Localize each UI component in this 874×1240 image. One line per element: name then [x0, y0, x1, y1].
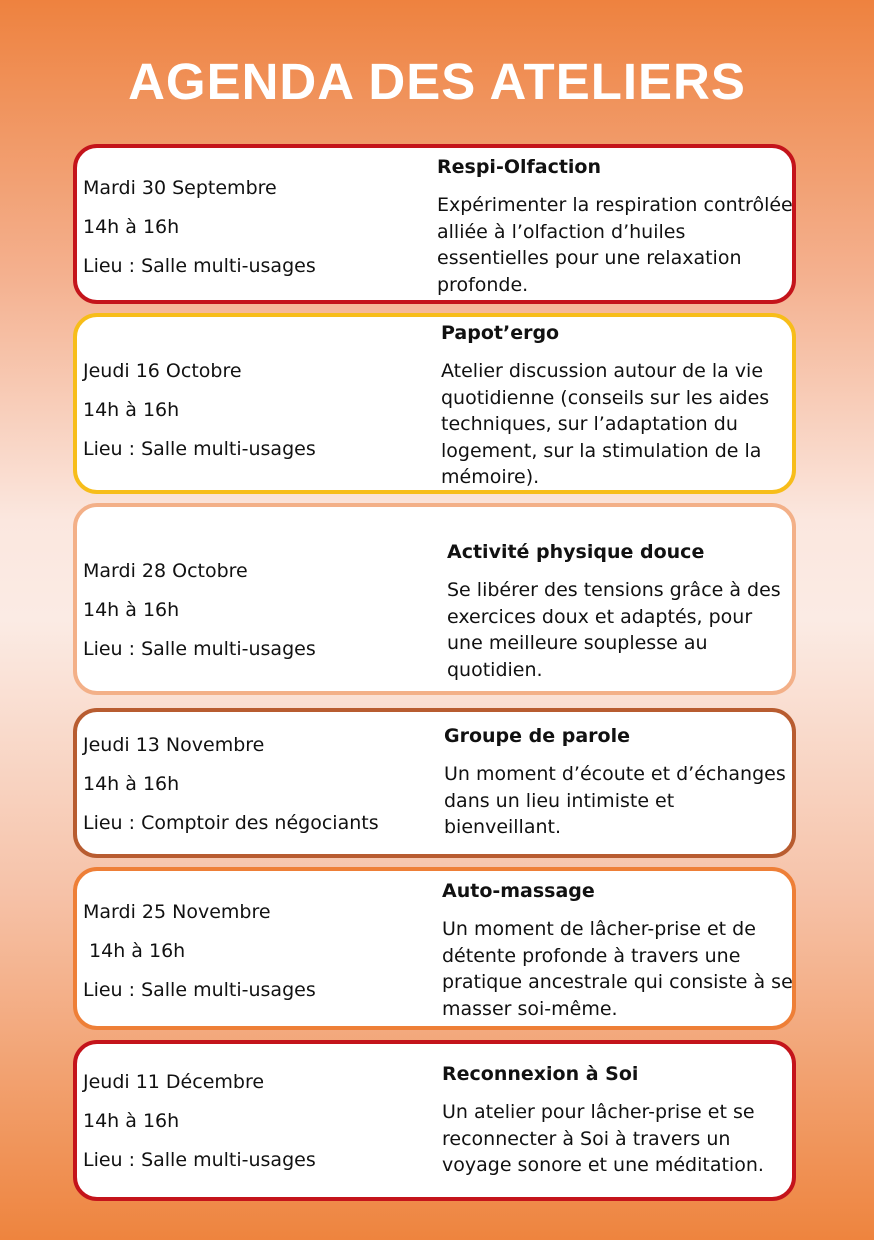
workshop-date: Mardi 25 Novembre	[83, 901, 271, 923]
workshop-time: 14h à 16h	[83, 1110, 180, 1132]
workshop-location: Lieu : Salle multi-usages	[83, 979, 316, 1001]
workshop-title: Respi-Olfaction	[437, 156, 602, 178]
workshop-time: 14h à 16h	[83, 773, 180, 795]
workshop-time: 14h à 16h	[83, 216, 180, 238]
workshop-card-groupe-de-parole	[73, 708, 796, 858]
workshop-title: Papot’ergo	[441, 322, 560, 344]
workshop-description: Atelier discussion autour de la vie quotidienne (conseils sur les aides techniques, sur l’adaptation du logement, sur la stimulation de la mémoire).	[441, 360, 770, 488]
workshop-title: Reconnexion à Soi	[442, 1063, 639, 1085]
workshop-time: 14h à 16h	[83, 940, 186, 962]
workshop-location: Lieu : Salle multi-usages	[83, 255, 316, 277]
workshop-card-reconnexion	[73, 1040, 796, 1201]
workshop-title: Groupe de parole	[444, 725, 630, 747]
workshop-description: Expérimenter la respiration contrôlée alliée à l’olfaction d’huiles essentielles pour une relaxation profonde.	[437, 194, 793, 296]
workshop-title: Activité physique douce	[447, 541, 705, 563]
workshop-description: Un atelier pour lâcher-prise et se reconnecter à Soi à travers un voyage sonore et une méditation.	[442, 1101, 764, 1176]
workshop-date: Mardi 30 Septembre	[83, 177, 277, 199]
workshop-card-respi-olfaction	[73, 144, 796, 304]
workshop-location: Lieu : Salle multi-usages	[83, 638, 316, 660]
page-title: AGENDA DES ATELIERS	[128, 53, 746, 110]
workshop-description: Se libérer des tensions grâce à des exercices doux et adaptés, pour une meilleure souplesse au quotidien.	[447, 579, 781, 681]
workshop-date: Mardi 28 Octobre	[83, 560, 248, 582]
workshop-card-auto-massage	[73, 867, 796, 1030]
workshop-title: Auto-massage	[442, 880, 595, 902]
workshop-card-activite-physique	[73, 503, 796, 695]
workshop-time: 14h à 16h	[83, 599, 180, 621]
workshop-date: Jeudi 16 Octobre	[83, 360, 242, 382]
workshop-location: Lieu : Salle multi-usages	[83, 1149, 316, 1171]
workshop-date: Jeudi 13 Novembre	[83, 734, 265, 756]
workshop-card-papot-ergo	[73, 313, 796, 494]
workshop-description: Un moment de lâcher-prise et de détente profonde à travers une pratique ancestrale qui consiste à se masser soi-même.	[442, 918, 793, 1020]
workshop-date: Jeudi 11 Décembre	[83, 1071, 265, 1093]
workshop-time: 14h à 16h	[83, 399, 180, 421]
workshop-description: Un moment d’écoute et d’échanges dans un lieu intimiste et bienveillant.	[444, 763, 786, 838]
workshop-location: Lieu : Comptoir des négociants	[83, 812, 379, 834]
workshop-location: Lieu : Salle multi-usages	[83, 438, 316, 460]
